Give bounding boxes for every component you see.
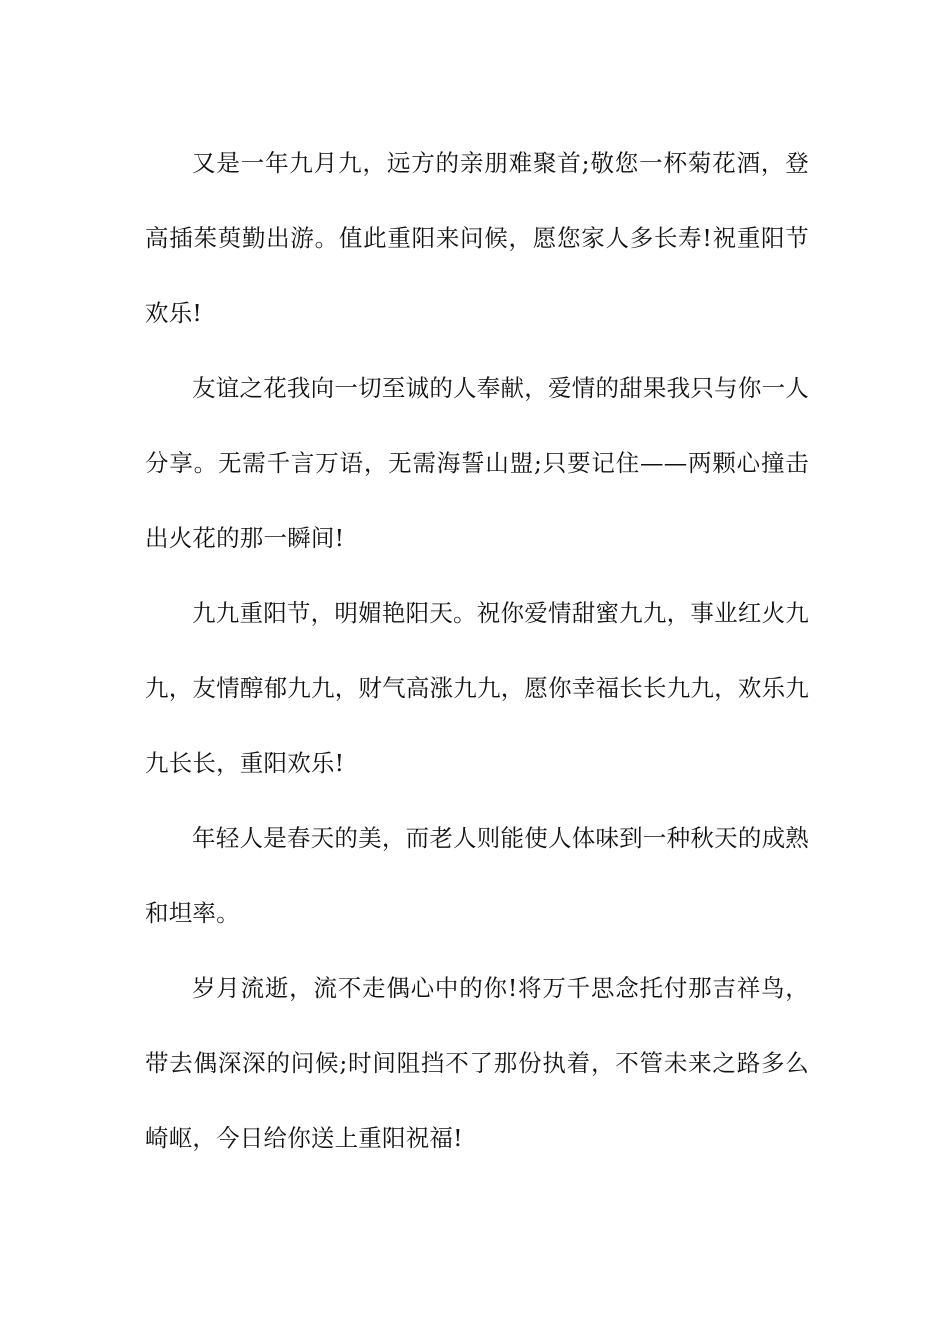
paragraph-4: 年轻人是春天的美，而老人则能使人体味到一种秋天的成熟和坦率。: [145, 824, 809, 927]
paragraph-1: 又是一年九月九，远方的亲朋难聚首;敬您一杯菊花酒，登高插茱萸勤出游。值此重阳来问候，愿您家人多长寿!祝重阳节欢乐!: [145, 149, 809, 327]
document-body: [145, 126, 809, 1176]
paragraph-3: 九九重阳节，明媚艳阳天。祝你爱情甜蜜九九，事业红火九九，友情醇郁九九，财气高涨九九，愿你幸福长长九九，欢乐九九长长，重阳欢乐!: [145, 599, 809, 777]
paragraph-5: 岁月流逝，流不走偶心中的你!将万千思念托付那吉祥鸟，带去偶深深的问候;时间阻挡不了那份执着，不管未来之路多么崎岖，今日给你送上重阳祝福!: [145, 974, 809, 1152]
paragraph-2: 友谊之花我向一切至诚的人奉献，爱情的甜果我只与你一人分享。无需千言万语，无需海誓山盟;只要记住——两颗心撞击出火花的那一瞬间!: [145, 374, 809, 552]
